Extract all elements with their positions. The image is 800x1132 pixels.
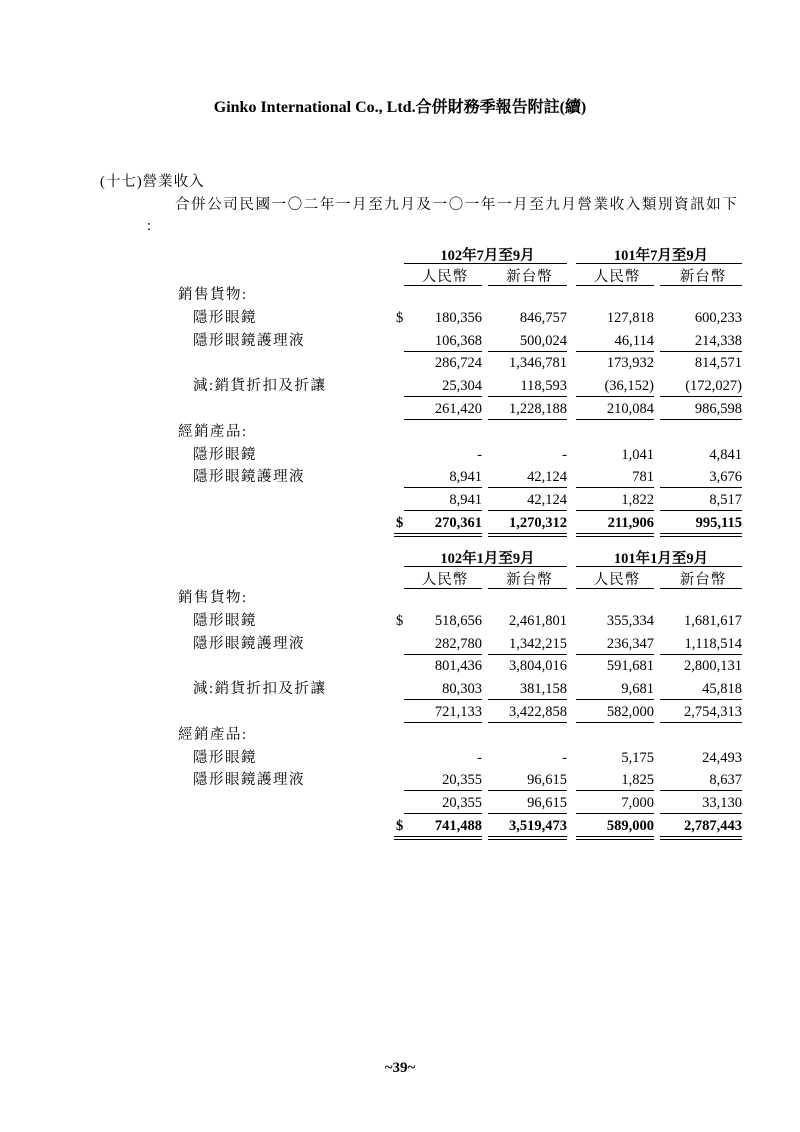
table-cell: 8,637 (709, 772, 742, 789)
header-rule (576, 566, 742, 567)
table-cell: 1,118,514 (684, 635, 742, 652)
table-cell: 781 (632, 469, 654, 486)
row-label: 減:銷貨折扣及折讓 (193, 378, 327, 395)
currency-symbol: $ (396, 515, 404, 531)
table-cell: 261,420 (434, 401, 482, 417)
table-cell: 45,818 (702, 681, 742, 698)
row-label: 隱形眼鏡護理液 (193, 772, 305, 789)
table-cell: 282,780 (434, 635, 482, 652)
intro-text-tail: : (147, 218, 152, 234)
table-row (0, 724, 800, 746)
table-row (0, 512, 800, 534)
table-row (0, 398, 800, 420)
table-cell: 118,593 (520, 378, 567, 395)
table-row (0, 284, 800, 306)
table-cell: 9,681 (621, 681, 654, 698)
table-cell: 127,818 (606, 309, 654, 326)
table-row (0, 352, 800, 374)
period-header-a: 102年7月至9月 (440, 248, 535, 264)
table-cell: 801,436 (434, 658, 482, 675)
currency-header: 新台幣 (679, 572, 727, 588)
table-cell: 210,084 (606, 401, 654, 417)
double-underline (404, 839, 482, 840)
table-cell: 42,124 (527, 469, 567, 486)
row-label: 銷售貨物: (178, 590, 248, 606)
table-row (0, 815, 800, 837)
table-cell: 2,754,313 (684, 704, 742, 720)
table-row (0, 444, 800, 466)
row-label: 隱形眼鏡護理液 (193, 635, 305, 652)
row-label: 銷售貨物: (178, 287, 248, 303)
table-cell: 591,681 (606, 658, 654, 675)
table-row (0, 307, 800, 329)
table-row (0, 633, 800, 655)
row-label: 隱形眼鏡 (193, 749, 257, 766)
table-cell: 381,158 (519, 681, 567, 698)
table-cell: 8,941 (449, 469, 482, 486)
double-underline (576, 839, 654, 840)
table-cell: 211,906 (607, 515, 654, 531)
table-cell: - (477, 446, 482, 463)
table-cell: 986,598 (694, 401, 742, 417)
table-cell: - (477, 749, 482, 766)
double-underline (488, 536, 567, 537)
currency-symbol: $ (396, 309, 404, 326)
table-cell: 180,356 (434, 309, 482, 326)
row-label: 隱形眼鏡護理液 (193, 469, 305, 486)
table-cell: 600,233 (694, 309, 742, 326)
table-cell: 96,615 (527, 795, 567, 812)
double-underline (660, 839, 742, 840)
table-cell: 4,841 (709, 446, 742, 463)
table-row (0, 769, 800, 791)
table-cell: 270,361 (434, 515, 482, 531)
currency-symbol: $ (396, 818, 404, 834)
table-cell: 1,346,781 (509, 355, 567, 372)
double-underline (404, 536, 482, 537)
currency-header: 新台幣 (679, 269, 727, 285)
table-cell: 721,133 (434, 704, 482, 720)
table-cell: 1,041 (621, 446, 654, 463)
page-number: ~39~ (384, 1060, 416, 1076)
period-header-a: 102年1月至9月 (440, 551, 535, 567)
table-row (0, 587, 800, 609)
table-row (0, 466, 800, 488)
row-label: 隱形眼鏡 (193, 446, 257, 463)
table-cell: 741,488 (434, 818, 482, 834)
table-cell: - (562, 446, 567, 463)
double-underline (660, 536, 742, 537)
table-cell: 286,724 (434, 355, 482, 372)
table-cell: 1,681,617 (684, 612, 742, 629)
table-cell: 3,804,016 (509, 658, 567, 675)
table-cell: 46,114 (614, 332, 654, 349)
table-cell: 589,000 (606, 818, 654, 834)
table-cell: 20,355 (442, 795, 482, 812)
table-cell: 500,024 (519, 332, 567, 349)
currency-symbol: $ (396, 612, 404, 629)
table-cell: 1,342,215 (509, 635, 567, 652)
double-underline (394, 533, 408, 534)
double-underline (394, 536, 408, 537)
currency-header: 新台幣 (506, 572, 553, 588)
table-cell: 236,347 (606, 635, 654, 652)
row-label: 經銷產品: (178, 726, 248, 743)
table-cell: (172,027) (685, 378, 742, 395)
table-cell: 846,757 (519, 309, 567, 326)
table-cell: 1,822 (621, 492, 654, 509)
currency-header: 人民幣 (421, 269, 469, 285)
table-row (0, 375, 800, 397)
double-underline (394, 839, 408, 840)
table-row (0, 610, 800, 632)
table-cell: 2,787,443 (684, 818, 742, 834)
table-cell: 2,461,801 (509, 612, 567, 629)
table-cell: 3,519,473 (509, 818, 567, 834)
double-underline (488, 839, 567, 840)
table-cell: 106,368 (434, 332, 482, 349)
table-row (0, 792, 800, 814)
table-cell: 20,355 (442, 772, 482, 789)
table-cell: 42,124 (527, 492, 567, 509)
table-cell: 3,676 (709, 469, 742, 486)
table-row (0, 421, 800, 443)
table-row (0, 330, 800, 352)
table-cell: 582,000 (606, 704, 654, 720)
header-rule (404, 263, 567, 264)
table-cell: 3,422,858 (509, 704, 567, 720)
period-header-b: 101年1月至9月 (613, 551, 709, 567)
table-cell: 173,932 (606, 355, 654, 372)
table-cell: 8,517 (709, 492, 742, 509)
row-label: 隱形眼鏡 (193, 612, 257, 629)
currency-header: 新台幣 (506, 269, 553, 285)
header-rule (576, 263, 742, 264)
table-cell: 1,228,188 (509, 401, 567, 417)
table-cell: 1,825 (621, 772, 654, 789)
table-cell: 814,571 (694, 355, 742, 372)
table-cell: 1,270,312 (509, 515, 567, 531)
table-cell: - (562, 749, 567, 766)
table-cell: 33,130 (702, 795, 742, 812)
currency-header: 人民幣 (421, 572, 469, 588)
table-row (0, 678, 800, 700)
table-cell: 80,303 (442, 681, 482, 698)
table-row (0, 655, 800, 677)
page-title: Ginko International Co., Ltd.合併財務季報告附註(續) (213, 99, 587, 116)
currency-header: 人民幣 (593, 572, 641, 588)
row-label: 隱形眼鏡護理液 (193, 332, 305, 349)
table-cell: 25,304 (442, 378, 482, 395)
table-cell: 7,000 (621, 795, 654, 812)
row-label: 隱形眼鏡 (193, 309, 257, 326)
table-cell: 355,334 (606, 612, 654, 629)
table-cell: 24,493 (702, 749, 742, 766)
period-header-b: 101年7月至9月 (613, 248, 709, 264)
section-heading: (十七)營業收入 (100, 174, 205, 190)
table-cell: 518,656 (434, 612, 482, 629)
table-row (0, 701, 800, 723)
intro-text: 合併公司民國一〇二年一月至九月及一〇一年一月至九月營業收入類別資訊如下 (175, 197, 739, 213)
table-row (0, 747, 800, 769)
table-cell: 8,941 (449, 492, 482, 509)
table-cell: 995,115 (695, 515, 742, 531)
double-underline (394, 836, 408, 837)
table-row (0, 489, 800, 511)
table-cell: 214,338 (694, 332, 742, 349)
header-rule (404, 566, 567, 567)
currency-header: 人民幣 (593, 269, 641, 285)
row-label: 減:銷貨折扣及折讓 (193, 681, 327, 698)
table-cell: (36,152) (604, 378, 654, 395)
double-underline (576, 536, 654, 537)
table-cell: 5,175 (621, 749, 654, 766)
row-label: 經銷產品: (178, 423, 248, 440)
table-cell: 2,800,131 (684, 658, 742, 675)
table-cell: 96,615 (527, 772, 567, 789)
